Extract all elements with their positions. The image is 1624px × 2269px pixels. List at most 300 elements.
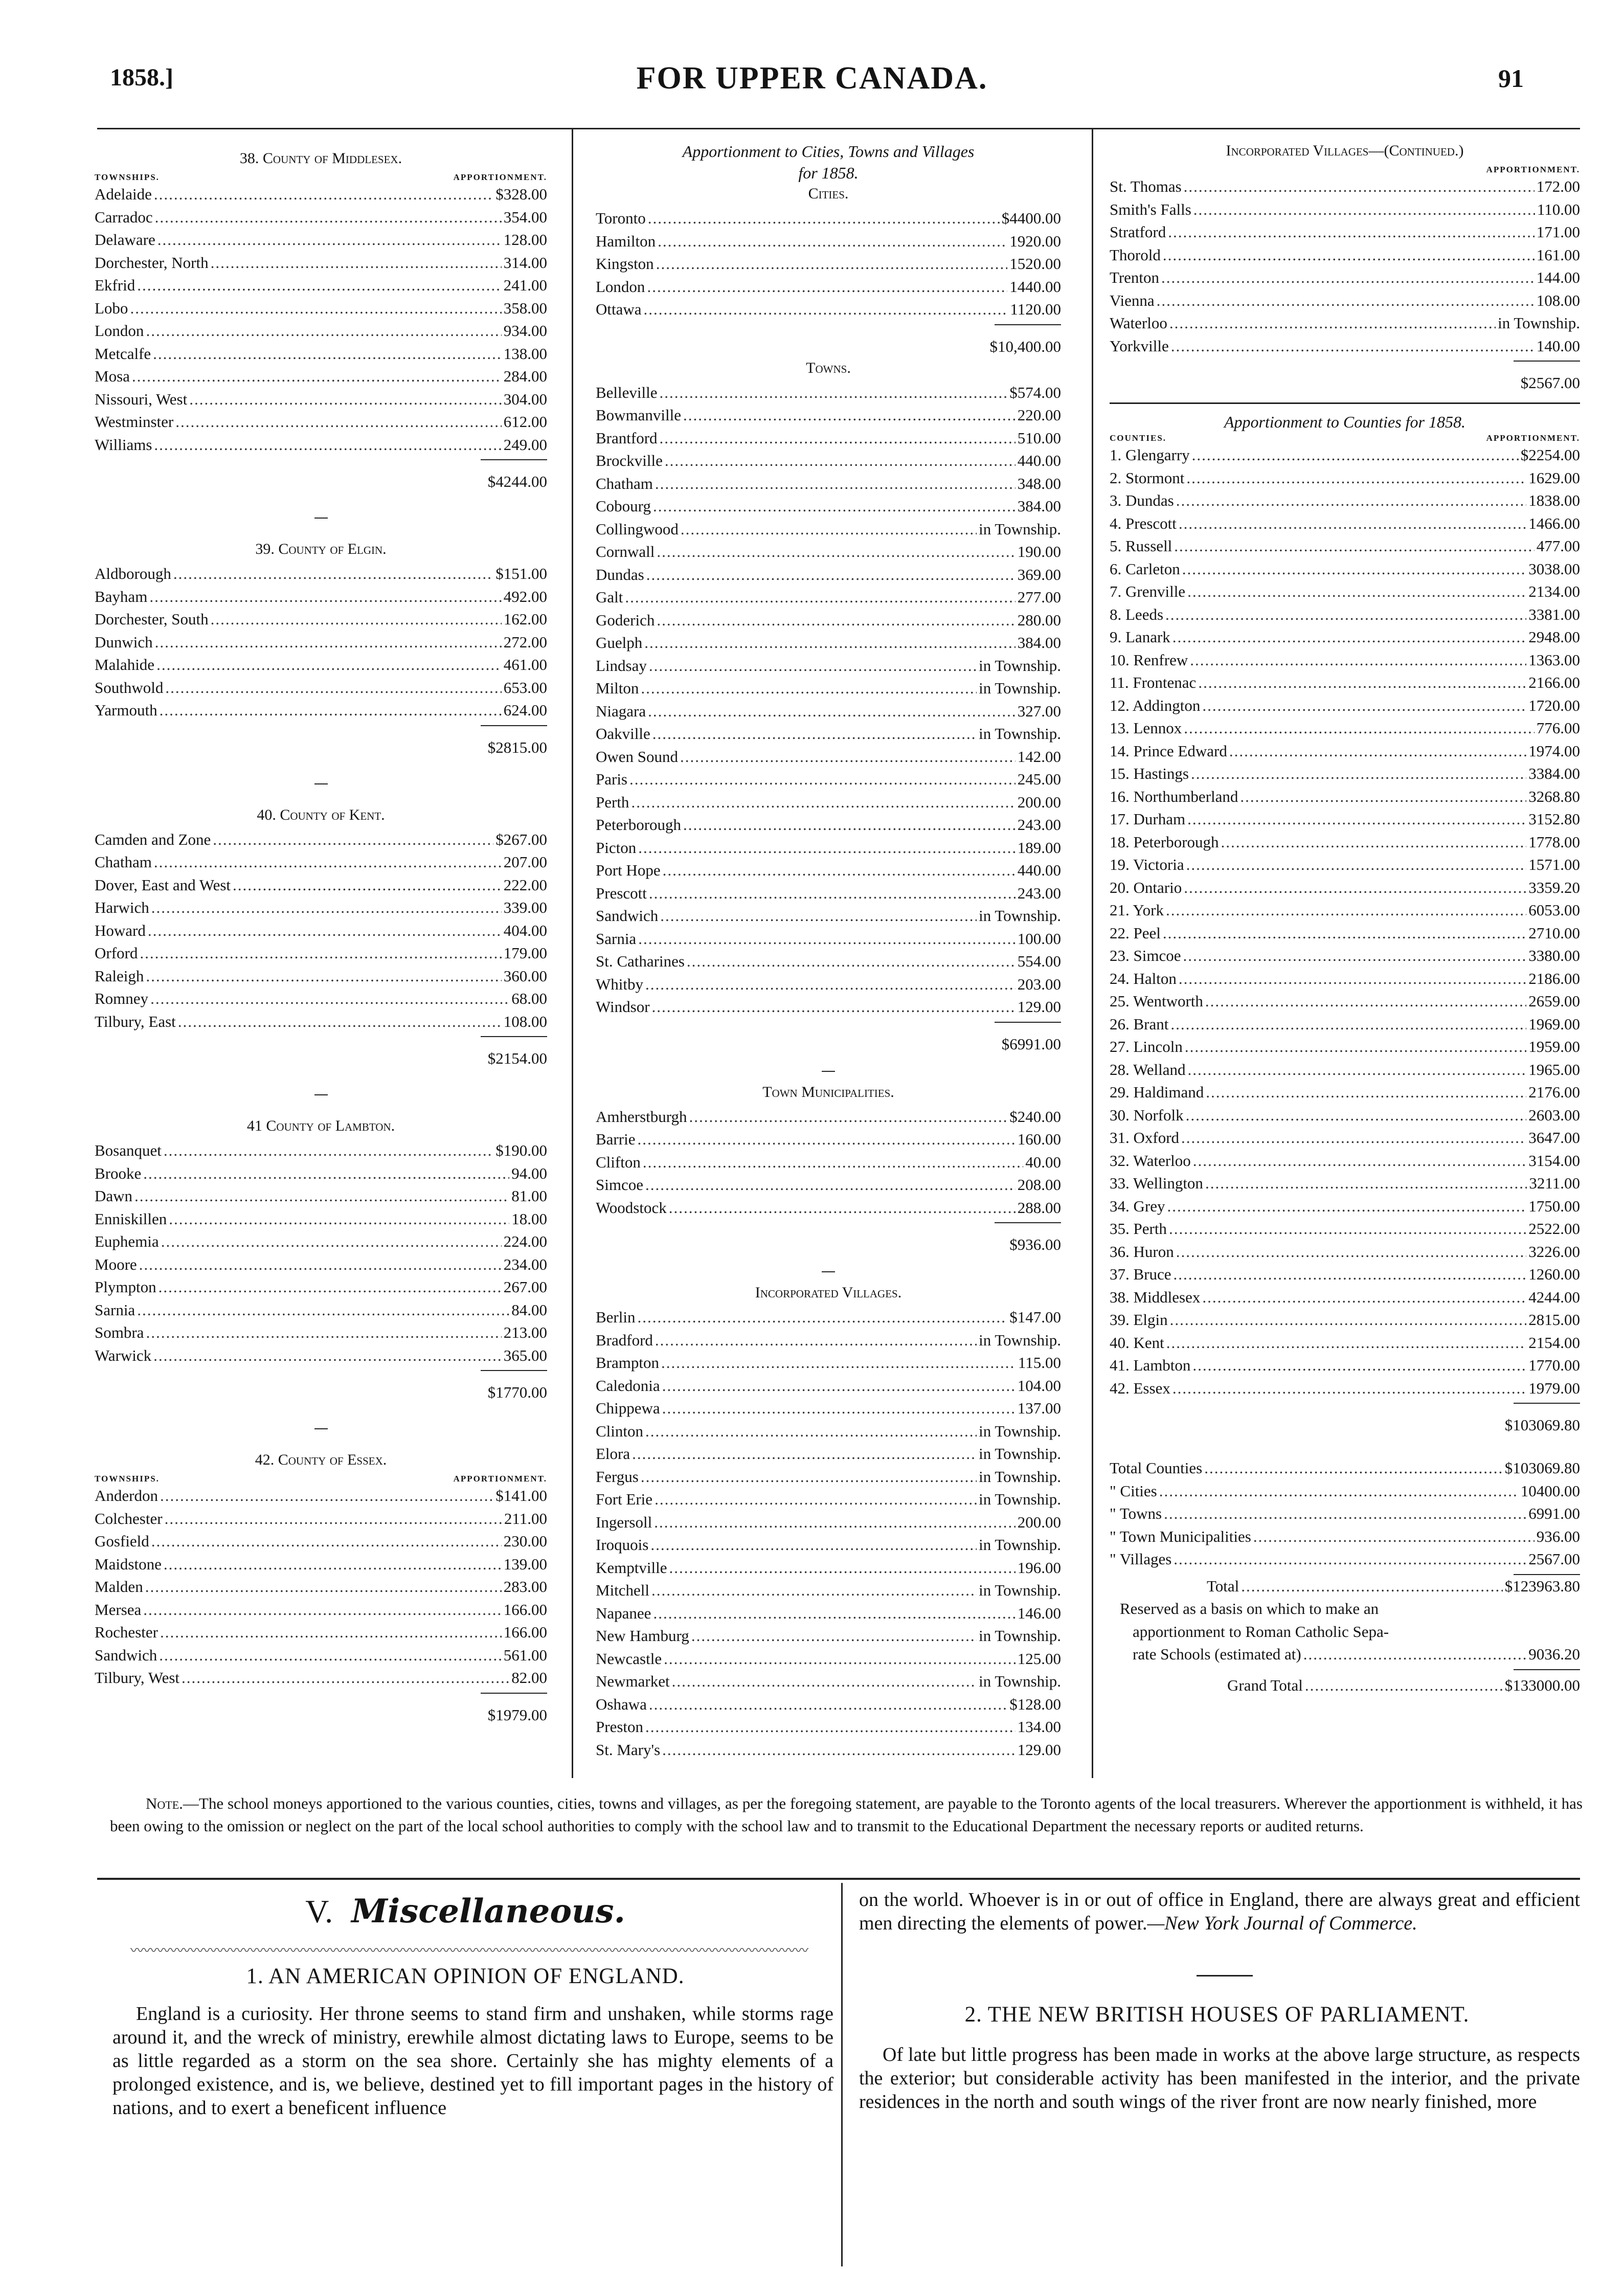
row-label: Bayham <box>95 587 148 605</box>
row-label: 15. Hastings <box>1110 765 1189 782</box>
row-label: 24. Halton <box>1110 969 1177 987</box>
row-value: 162.00 <box>503 610 547 628</box>
table-row <box>596 298 1061 321</box>
row-value: 2603.00 <box>1528 1106 1580 1124</box>
leader-dots <box>164 1139 493 1162</box>
section-title: Towns. <box>806 359 851 376</box>
row-value: 18.00 <box>511 1209 547 1228</box>
table-row <box>1110 1150 1580 1173</box>
leader-dots <box>1187 808 1526 831</box>
row-label: 11. Frontenac <box>1110 673 1197 691</box>
row-label: Preston <box>596 1718 643 1736</box>
leader-dots <box>629 768 1016 791</box>
section-total: $4244.00 <box>487 473 547 490</box>
table-row <box>1110 740 1580 763</box>
row-value: 2134.00 <box>1528 582 1580 600</box>
table-row <box>596 276 1061 299</box>
row-value: 477.00 <box>1536 537 1580 555</box>
row-value: 461.00 <box>503 656 547 673</box>
leader-dots <box>1185 1036 1526 1059</box>
row-label: Warwick <box>95 1346 152 1364</box>
row-label: Total <box>1207 1577 1239 1595</box>
table-row <box>596 1420 1061 1443</box>
table-row <box>1110 671 1580 694</box>
leader-dots <box>146 320 501 343</box>
leader-dots <box>683 404 1016 427</box>
leader-dots <box>1163 244 1535 267</box>
leader-dots <box>1205 1172 1527 1195</box>
table-row <box>1110 512 1580 535</box>
header-rule <box>97 128 1580 129</box>
leader-dots <box>664 1648 1016 1671</box>
leader-dots <box>1184 175 1535 198</box>
note-label: Note. <box>146 1794 183 1812</box>
row-value: 360.00 <box>503 967 547 985</box>
separator-dash <box>314 1094 328 1095</box>
leader-dots <box>1169 1218 1526 1241</box>
row-value: $147.00 <box>1009 1308 1061 1326</box>
column-divider-2 <box>1092 129 1093 1778</box>
table-row <box>596 1579 1061 1602</box>
leader-dots <box>143 1162 509 1185</box>
leader-dots <box>1186 853 1527 877</box>
leader-dots <box>669 1197 1016 1220</box>
villages-table <box>596 1283 1061 1761</box>
column-2 <box>596 141 1061 1761</box>
row-label: 30. Norfolk <box>1110 1106 1184 1124</box>
leader-dots <box>653 1602 1015 1625</box>
row-label: Newmarket <box>596 1672 670 1690</box>
row-label: Colchester <box>95 1509 163 1527</box>
cities-towns-title: Apportionment to Cities, Towns and Villages <box>682 142 975 161</box>
leader-dots <box>1172 626 1526 649</box>
row-value: 1974.00 <box>1528 742 1580 760</box>
leader-dots <box>658 230 1007 253</box>
row-value: in Township. <box>979 1490 1061 1508</box>
leader-dots <box>687 950 1016 973</box>
leader-dots <box>649 655 977 678</box>
article-1-cont-body: on the world. Whoever is in or out of office in England, there are always great and efficient men directing the elements of power. <box>859 1889 1580 1934</box>
leader-dots <box>1193 1150 1526 1173</box>
table-row <box>596 1352 1061 1375</box>
table-row <box>596 404 1061 427</box>
row-label: Prescott <box>596 884 647 902</box>
row-value: 612.00 <box>503 413 547 431</box>
row-label: London <box>596 277 645 296</box>
table-row <box>95 608 547 631</box>
row-label: Paris <box>596 770 627 788</box>
row-label: Chatham <box>95 853 152 871</box>
row-value: 243.00 <box>1017 884 1061 902</box>
table-rows <box>95 1485 547 1690</box>
row-value: 304.00 <box>503 390 547 408</box>
row-label: St. Catharines <box>596 952 685 970</box>
table-row <box>1110 945 1580 968</box>
row-label: 25. Wentworth <box>1110 992 1203 1010</box>
table-row <box>1110 444 1580 467</box>
table-row <box>1110 580 1580 603</box>
table-row <box>596 1329 1061 1352</box>
row-value: 365.00 <box>503 1346 547 1364</box>
row-value: 146.00 <box>1017 1604 1061 1622</box>
table-row <box>1110 877 1580 900</box>
leader-dots <box>1170 1309 1527 1332</box>
table-row <box>95 1553 547 1576</box>
table-row <box>95 654 547 677</box>
section-title: Town Municipalities. <box>762 1083 894 1100</box>
table-row <box>596 1106 1061 1129</box>
row-value: 196.00 <box>1017 1558 1061 1577</box>
table-row <box>596 905 1061 928</box>
row-value: 1363.00 <box>1528 650 1580 669</box>
row-value: 160.00 <box>1017 1130 1061 1148</box>
table-row <box>1110 968 1580 991</box>
section-total: $2567.00 <box>1520 374 1580 392</box>
table-row <box>1110 175 1580 198</box>
row-value: 1720.00 <box>1528 696 1580 714</box>
table-rows <box>95 1139 547 1367</box>
table-row <box>95 1185 547 1208</box>
leader-dots <box>150 987 509 1010</box>
row-label: 19. Victoria <box>1110 856 1184 873</box>
table-row <box>1110 649 1580 672</box>
note-text: —The school moneys apportioned to the various counties, cities, towns and villages, as per the foregoing statement, are payable to the Toronto agents of the local treasurers. Wherever the apportionment is withheld, it has been owing to the omission or neglect on the part of the local school authorities to comply with the school law and to transmit to the Educational Department the necessary reports or audited returns. <box>110 1794 1583 1835</box>
row-value: 1965.00 <box>1528 1060 1580 1079</box>
leader-dots <box>1167 1195 1526 1218</box>
row-label: Port Hope <box>596 861 661 879</box>
row-value: 3384.00 <box>1528 765 1580 782</box>
table-row <box>1110 266 1580 289</box>
leader-dots <box>1174 535 1534 558</box>
leader-dots <box>638 837 1016 860</box>
leader-dots <box>680 746 1016 769</box>
row-value: $128.00 <box>1009 1695 1061 1713</box>
row-value: 81.00 <box>511 1187 547 1205</box>
row-label: 18. Peterborough <box>1110 833 1219 851</box>
table-row <box>596 1488 1061 1511</box>
row-label: Orford <box>95 944 138 962</box>
leader-dots <box>660 905 977 928</box>
table-row <box>596 973 1061 996</box>
table-row <box>1110 1263 1580 1286</box>
table-row <box>1110 1036 1580 1059</box>
table-row <box>1110 808 1580 831</box>
table-row <box>1110 694 1580 717</box>
row-label: 4. Prescott <box>1110 514 1177 532</box>
row-label: Windsor <box>596 998 650 1016</box>
section-title: Incorporated Villages—(Continued.) <box>1226 142 1464 159</box>
row-label: 42. Essex <box>1110 1379 1170 1397</box>
row-label: Plympton <box>95 1278 156 1296</box>
table-row <box>1110 1195 1580 1218</box>
table-row <box>95 434 547 457</box>
row-value: 234.00 <box>503 1255 547 1273</box>
table-rows <box>95 828 547 1034</box>
row-label: Nissouri, West <box>95 390 188 408</box>
row-label: Ingersoll <box>596 1513 652 1531</box>
row-label: Adelaide <box>95 185 152 203</box>
row-label: Clinton <box>596 1422 644 1440</box>
row-value: $103069.80 <box>1504 1459 1580 1477</box>
row-value: 1571.00 <box>1528 856 1580 873</box>
table-row <box>95 1508 547 1531</box>
row-value: 2815.00 <box>1528 1311 1580 1329</box>
row-value: 208.00 <box>1017 1176 1061 1194</box>
row-label: Cobourg <box>596 497 651 515</box>
row-label: 36. Huron <box>1110 1242 1174 1261</box>
leader-dots <box>653 495 1016 518</box>
leader-dots <box>159 1644 501 1667</box>
leader-dots <box>1168 221 1535 244</box>
leader-dots <box>1174 1548 1526 1571</box>
table-row <box>95 297 547 320</box>
leader-dots <box>143 1599 502 1622</box>
row-value: 2659.00 <box>1528 992 1580 1010</box>
leader-dots <box>1174 1263 1527 1286</box>
row-value: in Township. <box>979 520 1061 538</box>
row-label: Malahide <box>95 656 155 673</box>
misc-heading <box>102 1892 828 1930</box>
section-rule <box>1110 402 1580 404</box>
leader-dots <box>213 828 493 851</box>
row-value: $328.00 <box>495 185 547 203</box>
leader-dots <box>654 1511 1016 1534</box>
header-year: 1858.] <box>110 64 173 91</box>
leader-dots <box>644 298 1008 321</box>
leader-dots <box>1179 512 1526 535</box>
leader-dots <box>1176 489 1527 512</box>
table-row <box>95 1344 547 1367</box>
table-row <box>95 919 547 942</box>
leader-dots <box>649 1693 1007 1716</box>
row-value: 280.00 <box>1017 611 1061 629</box>
row-label: Bradford <box>596 1331 653 1349</box>
row-label: Napanee <box>596 1604 651 1622</box>
leader-dots <box>1206 1081 1526 1104</box>
row-label: Owen Sound <box>596 747 679 766</box>
section-total: $1979.00 <box>487 1705 547 1724</box>
leader-dots <box>632 1443 977 1466</box>
table-row <box>95 365 547 388</box>
table-row <box>1110 489 1580 512</box>
leader-dots <box>160 699 502 722</box>
table-row <box>95 896 547 919</box>
section-total: $10,400.00 <box>989 337 1061 355</box>
leader-dots <box>134 1185 509 1208</box>
row-label: " Town Municipalities <box>1110 1527 1251 1545</box>
row-value: in Township. <box>979 907 1061 925</box>
leader-dots <box>1240 785 1526 808</box>
table-row <box>95 828 547 851</box>
row-value: 624.00 <box>503 701 547 719</box>
row-value: 172.00 <box>1536 177 1580 195</box>
row-label: 20. Ontario <box>1110 878 1182 896</box>
essex-table <box>95 1450 547 1726</box>
header-title: FOR UPPER CANADA. <box>636 61 988 96</box>
row-value: 288.00 <box>1017 1198 1061 1217</box>
row-value: 94.00 <box>511 1164 547 1182</box>
table-row <box>1110 626 1580 649</box>
leader-dots <box>646 564 1016 587</box>
table-row <box>596 518 1061 541</box>
villages-continued-table <box>1110 141 1580 394</box>
table-rows <box>596 1106 1061 1220</box>
row-value: 211.00 <box>504 1509 547 1527</box>
row-label: Amherstburgh <box>596 1107 687 1126</box>
row-label: Malden <box>95 1578 143 1596</box>
leader-dots <box>1165 603 1526 626</box>
row-label: Newcastle <box>596 1649 662 1668</box>
row-label: Sarnia <box>596 929 637 948</box>
table-row <box>596 655 1061 678</box>
leader-dots <box>1161 266 1535 289</box>
row-value: in Township. <box>979 1467 1061 1486</box>
row-value: 314.00 <box>503 253 547 272</box>
table-row <box>596 837 1061 860</box>
table-row <box>1110 198 1580 221</box>
row-label: Sandwich <box>95 1646 157 1664</box>
municipalities-table <box>596 1082 1061 1256</box>
table-row <box>1110 1525 1580 1548</box>
section-total: $2815.00 <box>487 738 547 756</box>
row-label: " Villages <box>1110 1550 1172 1568</box>
row-label: Simcoe <box>596 1176 643 1194</box>
article-2-text <box>859 2043 1580 2114</box>
table-row <box>95 1644 547 1667</box>
separator-dash <box>314 518 328 519</box>
leader-dots <box>660 381 1008 405</box>
leader-dots <box>638 928 1016 951</box>
row-label: 13. Lennox <box>1110 719 1182 737</box>
row-value: in Township. <box>979 1672 1061 1690</box>
row-label: 17. Durham <box>1110 810 1186 828</box>
leader-dots <box>652 996 1016 1019</box>
leader-dots <box>1169 312 1496 335</box>
row-value: in Township. <box>979 1331 1061 1349</box>
leader-dots <box>153 343 502 366</box>
row-value: 1770.00 <box>1528 1356 1580 1374</box>
misc-numeral: V. <box>305 1893 333 1929</box>
summary-table <box>1110 1457 1580 1697</box>
counties-table <box>1110 411 1580 1436</box>
row-label: St. Thomas <box>1110 177 1182 195</box>
row-value: 369.00 <box>1017 565 1061 583</box>
row-label: 23. Simcoe <box>1110 947 1181 964</box>
row-label: Chatham <box>596 474 653 492</box>
leader-dots <box>647 276 1007 299</box>
table-row <box>596 1306 1061 1329</box>
table-row <box>596 814 1061 837</box>
table-row <box>95 1010 547 1034</box>
row-label: Gosfield <box>95 1532 149 1550</box>
row-value: 245.00 <box>1017 770 1061 788</box>
row-label: 8. Leeds <box>1110 605 1164 623</box>
row-value: 653.00 <box>503 678 547 697</box>
row-value: 2176.00 <box>1528 1083 1580 1101</box>
row-label: 7. Grenville <box>1110 582 1186 600</box>
row-value: 230.00 <box>503 1532 547 1550</box>
row-label: 40. Kent <box>1110 1333 1164 1352</box>
leader-dots <box>165 677 501 700</box>
row-label: Dover, East and West <box>95 875 231 894</box>
leader-dots <box>159 1276 502 1299</box>
row-label: Grand Total <box>1227 1676 1303 1694</box>
leader-dots <box>655 1488 977 1511</box>
row-value: $151.00 <box>495 565 547 582</box>
table-row <box>95 343 547 366</box>
leader-dots <box>1229 740 1526 763</box>
row-value: 179.00 <box>503 944 547 962</box>
row-value: in Township. <box>979 1627 1061 1645</box>
table-row <box>596 768 1061 791</box>
row-label: 3. Dundas <box>1110 491 1174 509</box>
row-value: 3226.00 <box>1528 1242 1580 1261</box>
row-value: 3211.00 <box>1529 1174 1580 1192</box>
table-row <box>1110 558 1580 581</box>
row-value: in Township. <box>979 1536 1061 1554</box>
table-row <box>95 411 547 434</box>
table-row <box>596 1739 1061 1762</box>
row-label: 29. Haldimand <box>1110 1083 1204 1101</box>
leader-dots <box>140 942 501 965</box>
leader-dots <box>164 1553 502 1576</box>
table-row <box>596 541 1061 564</box>
table-row <box>596 586 1061 609</box>
leader-dots <box>160 1621 502 1644</box>
row-value: 224.00 <box>503 1232 547 1250</box>
row-value: 404.00 <box>503 921 547 939</box>
misc-title: Miscellaneous. <box>351 1892 625 1930</box>
leader-dots <box>155 631 502 654</box>
leader-dots <box>669 1557 1015 1580</box>
table-row <box>95 1299 547 1322</box>
section-total: $103069.80 <box>1504 1416 1580 1434</box>
leader-dots <box>182 1667 509 1690</box>
leader-dots <box>146 1321 501 1344</box>
row-value: 140.00 <box>1536 336 1580 355</box>
column-3 <box>1110 141 1580 1697</box>
row-label: 5. Russell <box>1110 537 1172 555</box>
leader-dots <box>1172 1377 1526 1400</box>
row-value: 10400.00 <box>1520 1481 1580 1500</box>
row-value: 3647.00 <box>1528 1129 1580 1147</box>
leader-dots <box>1157 289 1535 312</box>
leader-dots <box>641 1466 977 1489</box>
row-value: 1750.00 <box>1528 1197 1580 1215</box>
row-value: 3380.00 <box>1528 947 1580 964</box>
row-value: 327.00 <box>1017 702 1061 720</box>
leader-dots <box>154 434 501 457</box>
column-divider-bottom <box>841 1883 843 2266</box>
leader-dots <box>145 1576 502 1599</box>
leader-dots <box>645 1716 1016 1739</box>
table-row <box>596 1625 1061 1648</box>
col-head-left: COUNTIES. <box>1110 433 1167 443</box>
row-value: 161.00 <box>1536 245 1580 264</box>
row-label: Williams <box>95 435 152 454</box>
row-label: 39. Elgin <box>1110 1311 1168 1329</box>
row-value: 1838.00 <box>1528 491 1580 509</box>
table-row <box>596 1693 1061 1716</box>
row-label: Caledonia <box>596 1376 660 1395</box>
table-row <box>1110 1502 1580 1525</box>
row-value: 243.00 <box>1017 816 1061 834</box>
row-value: 2948.00 <box>1528 628 1580 646</box>
row-value: 3152.80 <box>1528 810 1580 828</box>
row-value: 1778.00 <box>1528 833 1580 851</box>
row-value: in Township. <box>979 1581 1061 1599</box>
leader-dots <box>137 274 502 297</box>
